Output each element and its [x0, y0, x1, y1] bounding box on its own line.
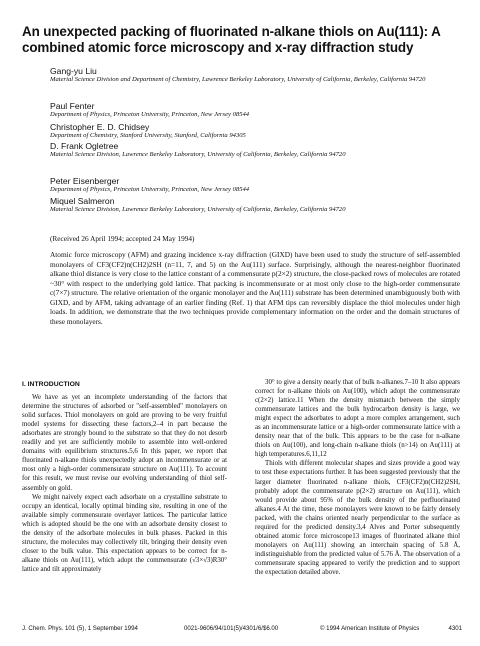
- received-dates: (Received 26 April 1994; accepted 24 May 1994): [50, 234, 195, 243]
- author-affiliation: Material Science Division, Lawrence Berkeley Laboratory, University of California, Berkeley, California 94720: [50, 151, 346, 158]
- paper-title: An unexpected packing of fluorinated n-alkane thiols on Au(111): A combined atomic force microscopy and x-ray diffraction study: [22, 24, 441, 55]
- copyright: © 1994 American Institute of Physics: [320, 625, 420, 632]
- author-affiliation: Material Science Division, Lawrence Berkeley Laboratory, University of California, Berkeley, California 94720: [50, 206, 346, 213]
- author-name: Gang-yu Liu: [50, 66, 97, 76]
- author-block: [50, 66, 460, 84]
- author-block: [50, 101, 460, 119]
- paragraph: 30° to give a density nearly that of bulk n-alkanes.7–10 It also appears correct for n-alkane thiols on Au(100), which adopt the commensurate c(2×2) lattice.11 When the density mismatch between the simply commensurate lattices and the bulk hydrocarbon density is large, we might expect the adsorbates to adopt a more complex arrangement, such as an incommensurate lattice or a high-order commensurate lattice with a density near that of the bulk. This appears to be the case for n-alkane thiols on Au(100), and long-chain n-alkane thiols (n>14) on Au(111) at high temperatures.6,11,12: [255, 379, 460, 459]
- abstract: Atomic force microscopy (AFM) and grazing incidence x-ray diffraction (GIXD) have been used to study the structure of self-assembled monolayers of CF3(CF2)n(CH2)2SH (n=11, 7, and 5) on the Au(111) surface. Surprisingly, although the nearest-neighbor fluorinated alkane thiol distance is very close to the lattice constant of a commensurate p(2×2) structure, the close-packed rows of molecules are rotated ~30° with respect to the underlying gold lattice. That packing is incommensurate or at most only close to the high-order commensurate c(7×7) structure. The relative orientation of the organic monolayer and the Au(111) substrate has been determined unambiguously both with GIXD, and by AFM, taking advantage of an earlier finding (Ref. 1) that AFM tips can reversibly displace the thiol molecules under high loads. In addition, we demonstrate that the two techniques provide complementary information on the order and the domain structures of these monolayers.: [50, 250, 460, 326]
- article-code: 0021-9606/94/101(5)/4301/6/$6.00: [184, 625, 279, 632]
- paragraph: We have as yet an incomplete understanding of the factors that determine the structures of adsorbed or "self-assembled" monolayers on solid surfaces. Thiol monolayers on gold are proving to be very fruitful model systems for dissecting these factors,2–4 in part because the adsorbates are strongly bound to the substrate so that they do not desorb readily and yet are sufficiently mobile to assemble into well-ordered domains with equilibrium structures.5,6 In this paper, we report that fluorinated n-alkane thiols unexpectedly adopt an incommensurate or at most only a high-order commensurate structure on Au(111). To account for this result, we must revise our evolving understanding of thiol self-assembly on gold.: [22, 394, 227, 492]
- journal-citation: J. Chem. Phys. 101 (5), 1 September 1994: [22, 625, 138, 632]
- author-affiliation: Material Science Division and Department of Chemistry, Lawrence Berkeley Laboratory, University of California, Berkeley, California 94720: [50, 76, 426, 83]
- paragraph: We might naively expect each adsorbate on a crystalline substrate to occupy an identical, locally optimal binding site, resulting in one of the available simply commensurate overlayer lattices. The particular lattice which is adopted should be the one with an adsorbate density closest to the density of the adsorbate molecules in bulk phases. Packed in this structure, the molecules may collectively tilt, bringing their density even closer to the bulk value. This expectation appears to be correct for n-alkane thiols on Au(111), which adopt the commensurate (√3×√3)R30° lattice and tilt approximately: [22, 493, 227, 573]
- left-column: [22, 380, 227, 574]
- author-block: [50, 122, 460, 140]
- author-name: Peter Eisenberger: [50, 176, 120, 186]
- author-name: Christopher E. D. Chidsey: [50, 122, 150, 132]
- author-name: Paul Fenter: [50, 101, 95, 111]
- author-affiliation: Department of Chemistry, Stanford University, Stanford, California 94305: [50, 132, 246, 139]
- right-column: [255, 378, 460, 577]
- author-name: Miquel Salmeron: [50, 196, 115, 206]
- author-affiliation: Department of Physics, Princeton University, Princeton, New Jersey 08544: [50, 186, 250, 193]
- author-block: [50, 176, 460, 194]
- paragraph: Thiols with different molecular shapes and sizes provide a good way to test these expectations further. It has been suggested previously that the larger diameter fluorinated n-alkane thiols, CF3(CF2)n(CH2)2SH, probably adopt the commensurate p(2×2) structure on Au(111), which would provide about 95% of the bulk density of the perfluorinated alkanes.4 At the time, these monolayers were known to be fairly densely packed, with the chains oriented nearly perpendicular to the surface as required for the predicted density.3,4 Alves and Porter subsequently obtained atomic force microscope13 images of fluorinated alkane thiol monolayers on Au(111) showing an interchain spacing of 5.8 Å, indistinguishable from the predicted value of 5.76 Å. The observation of a commensurate spacing appeared to verify the prediction and to support the expectation detailed above.: [255, 460, 460, 576]
- section-heading: I. INTRODUCTION: [22, 381, 80, 388]
- author-name: D. Frank Ogletree: [50, 141, 119, 151]
- page-number: 4301: [448, 625, 462, 632]
- author-affiliation: Department of Physics, Princeton University, Princeton, New Jersey 08544: [50, 111, 250, 118]
- author-block: [50, 196, 460, 214]
- author-block: [50, 141, 460, 159]
